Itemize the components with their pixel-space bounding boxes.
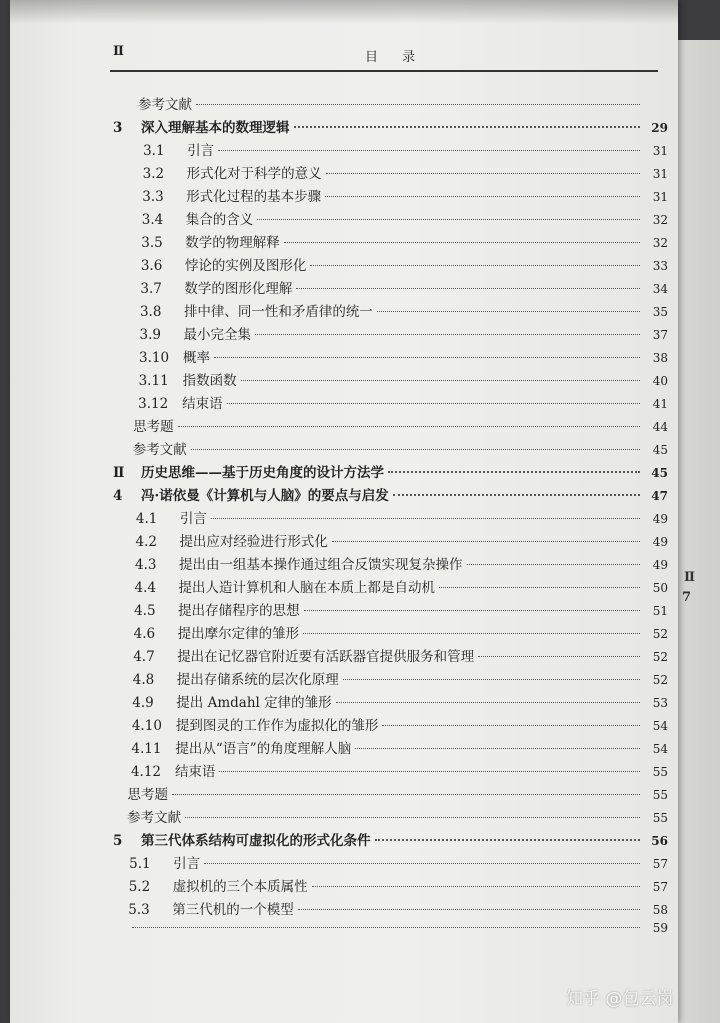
dot-leader [332,541,640,542]
toc-number: 4.5 [134,603,156,619]
toc-title: 第三代体系结构可虚拟化的形式化条件 [141,833,371,849]
toc-page-number: 58 [652,903,668,917]
toc-page-number: 53 [652,696,668,710]
dot-leader [325,196,640,197]
dot-leader [296,288,640,289]
toc-page-number: 57 [652,880,668,894]
toc-page-number: 31 [652,167,668,181]
toc-page-number: 32 [652,213,668,227]
dot-leader [336,702,640,703]
toc-entry [135,530,668,552]
toc-page-number: 54 [652,719,668,733]
toc-number: 3.3 [142,189,164,205]
toc-page-number: 37 [652,328,668,342]
toc-number: 3 [113,120,123,136]
toc-title: 形式化对于科学的意义 [186,166,322,182]
toc-entry [133,645,668,667]
toc-number: 4.6 [133,626,156,642]
dot-leader [178,426,640,427]
toc-number: 4.2 [135,534,157,550]
toc-page-number: 52 [652,650,668,664]
toc-number: 3.4 [141,212,164,228]
toc-page [10,0,678,1023]
toc-entry [131,737,668,759]
toc-number: 3.9 [139,327,161,343]
toc-entry [128,898,668,920]
dot-leader [218,150,640,151]
dot-leader [172,794,640,795]
toc-entry [127,806,668,828]
toc-title: 提出 Amdahl 定律的雏形 [176,695,332,711]
dot-leader [257,219,640,220]
toc-entry [140,323,669,345]
adjacent-page-fragment: 7 [682,590,692,605]
toc-title: 提出存储程序的思想 [178,603,300,619]
toc-number: 4.11 [131,741,162,757]
dot-leader [382,725,640,726]
toc-entry [113,829,668,851]
dot-leader [343,679,640,680]
toc-number: Ⅱ [113,465,125,481]
toc-number: 4.4 [134,580,157,596]
toc-number: 3.12 [138,396,169,412]
toc-entry [140,300,668,322]
toc-entry [113,116,668,138]
toc-page-number: 49 [652,558,668,572]
toc-title: 数学的图形化理解 [184,281,293,297]
toc-entry [113,484,668,506]
toc-entry [133,668,668,690]
toc-title: 历史思维——基于历史角度的设计方法学 [141,465,384,481]
toc-entry [143,139,668,161]
toc-page-number: 55 [652,788,668,802]
toc-entry [113,461,668,483]
toc-page-number: 55 [652,811,668,825]
toc-page-number: 33 [652,259,668,273]
toc-page-number: 59 [652,921,668,935]
toc-entry [129,852,668,874]
toc-number: 3.7 [140,281,162,297]
toc-title: 参考文献 [132,442,187,458]
dot-leader [132,927,640,928]
dot-leader [304,610,640,611]
toc-title: 参考文献 [138,97,192,113]
toc-page-number: 44 [652,420,668,434]
toc-title: 提出由一组基本操作通过组合反馈实现复杂操作 [179,557,463,573]
toc-entry [136,507,668,529]
toc-entry [135,553,668,575]
toc-number: 3.11 [138,373,169,389]
toc-title: 提出存储系统的层次化原理 [176,672,339,688]
toc-entry [142,185,668,207]
toc-title: 结束语 [174,764,216,780]
toc-entry [135,576,668,598]
dot-leader [439,587,640,588]
toc-page-number: 45 [652,443,668,457]
toc-page-number: 35 [652,305,668,319]
toc-title: 思考题 [127,787,168,803]
dot-leader [388,471,640,473]
toc-title: 提出在记忆器官附近要有活跃器官提供服务和管理 [177,649,475,665]
toc-title: 冯·诺依曼《计算机与人脑》的要点与启发 [141,488,389,504]
toc-entry [141,254,668,276]
dot-leader [196,104,640,105]
toc-title: 数学的物理解释 [185,235,280,251]
toc-entry [140,277,668,299]
toc-title: 提到图灵的工作作为虚拟化的雏形 [175,718,379,734]
dot-leader [227,403,640,404]
toc-entry [141,231,668,253]
toc-number: 4.10 [131,718,162,734]
toc-entry [129,875,668,897]
toc-title: 深入理解基本的数理逻辑 [141,120,290,136]
toc-page-number: 56 [651,834,668,848]
dot-leader [310,265,640,266]
toc-title: 排中律、同一性和矛盾律的统一 [183,304,373,320]
toc-title: 形式化过程的基本步骤 [186,189,322,205]
toc-number: 3.5 [141,235,163,251]
toc-number: 3.1 [143,143,165,159]
dot-leader [241,380,640,381]
toc-page-number: 34 [652,282,668,296]
page-shadow [10,0,678,24]
toc-title: 最小完全集 [183,327,251,343]
toc-title: 概率 [183,350,211,366]
watermark: 知乎 @包云岗 [566,989,674,1009]
toc-title: 结束语 [182,396,223,412]
toc-number: 4 [113,488,123,504]
toc-entry [138,392,668,414]
toc-title: 提出从“语言”的角度理解人脑 [175,741,352,757]
toc-number: 4.9 [132,695,154,711]
toc-page-number: 52 [652,627,668,641]
dot-leader [211,518,640,519]
toc-title: 集合的含义 [185,212,254,228]
toc-number: 5.1 [129,856,151,872]
dot-leader [312,886,640,887]
toc-entry [128,921,668,943]
toc-number: 4.12 [130,764,161,780]
toc-page-number: 32 [652,236,668,250]
toc-page-number: 31 [652,190,668,204]
toc-title: 引言 [173,856,201,872]
dot-leader [219,771,640,772]
dot-leader [284,242,640,243]
toc-title: 悖论的实例及图形化 [184,258,307,274]
toc-title: 引言 [187,143,215,159]
dot-leader [478,656,640,657]
dot-leader [185,817,640,818]
toc-number: 5 [113,833,123,849]
dot-leader [326,173,640,174]
toc-title: 虚拟机的三个本质属性 [172,879,308,895]
page-title: 目 录 [365,50,426,65]
dot-leader [214,357,640,358]
adjacent-page-fragment: Ⅱ [684,570,695,585]
toc-page-number: 29 [651,121,668,135]
toc-title: 思考题 [133,419,174,435]
toc-entry [139,346,668,368]
toc-number: 5.2 [128,879,151,895]
toc-entry [134,622,668,644]
toc-entry [138,93,668,115]
toc-page-number: 50 [652,581,668,595]
dot-leader [191,449,640,450]
toc-entry [134,599,668,621]
toc-page-number: 55 [652,765,668,779]
toc-page-number: 40 [652,374,668,388]
toc-entry [142,208,668,230]
toc-page-number: 41 [652,397,668,411]
toc-page-number: 31 [652,144,668,158]
toc-title: 第三代机的一个模型 [172,902,294,918]
toc-entry [139,369,668,391]
dot-leader [204,863,640,864]
dot-leader [377,311,640,312]
toc-page-number: 51 [652,604,668,618]
toc-entry [132,714,668,736]
toc-page-number: 45 [651,466,668,480]
dot-leader [303,633,640,634]
toc-entry [143,162,668,184]
dot-leader [255,334,640,335]
dot-leader [294,126,641,128]
toc-page-number: 49 [652,535,668,549]
toc-number: 3.10 [139,350,170,366]
section-mark: Ⅱ [113,44,124,59]
toc-number: 3.6 [140,258,163,274]
toc-entry [131,760,668,782]
toc-page-number: 52 [652,673,668,687]
toc-number: 4.7 [133,649,155,665]
dot-leader [467,564,641,565]
toc-title: 参考文献 [127,810,182,826]
dot-leader [393,494,640,496]
toc-page-number: 49 [652,512,668,526]
toc-title: 指数函数 [182,373,237,389]
toc-number: 4.1 [135,511,158,527]
toc-number: 4.8 [132,672,155,688]
dot-leader [355,748,640,749]
toc-number: 5.3 [128,902,150,918]
toc-entry [128,783,669,805]
toc-title: 引言 [179,511,207,527]
toc-number: 3.8 [139,304,162,320]
toc-page-number: 47 [651,489,668,503]
toc-title: 提出摩尔定律的雏形 [177,626,300,642]
toc-title: 提出人造计算机和人脑在本质上都是自动机 [178,580,436,596]
toc-number: 4.3 [135,557,157,573]
header-rule [110,70,658,72]
toc-page-number: 38 [652,351,668,365]
dot-leader [298,909,640,910]
toc-entry [132,691,668,713]
toc-number: 3.2 [142,166,165,182]
dot-leader [375,839,641,841]
toc-title: 提出应对经验进行形式化 [179,534,328,550]
adjacent-page [676,40,720,1023]
toc-entry [133,438,668,460]
toc-page-number: 57 [652,857,668,871]
toc-entry [133,415,668,437]
toc-page-number: 54 [652,742,668,756]
